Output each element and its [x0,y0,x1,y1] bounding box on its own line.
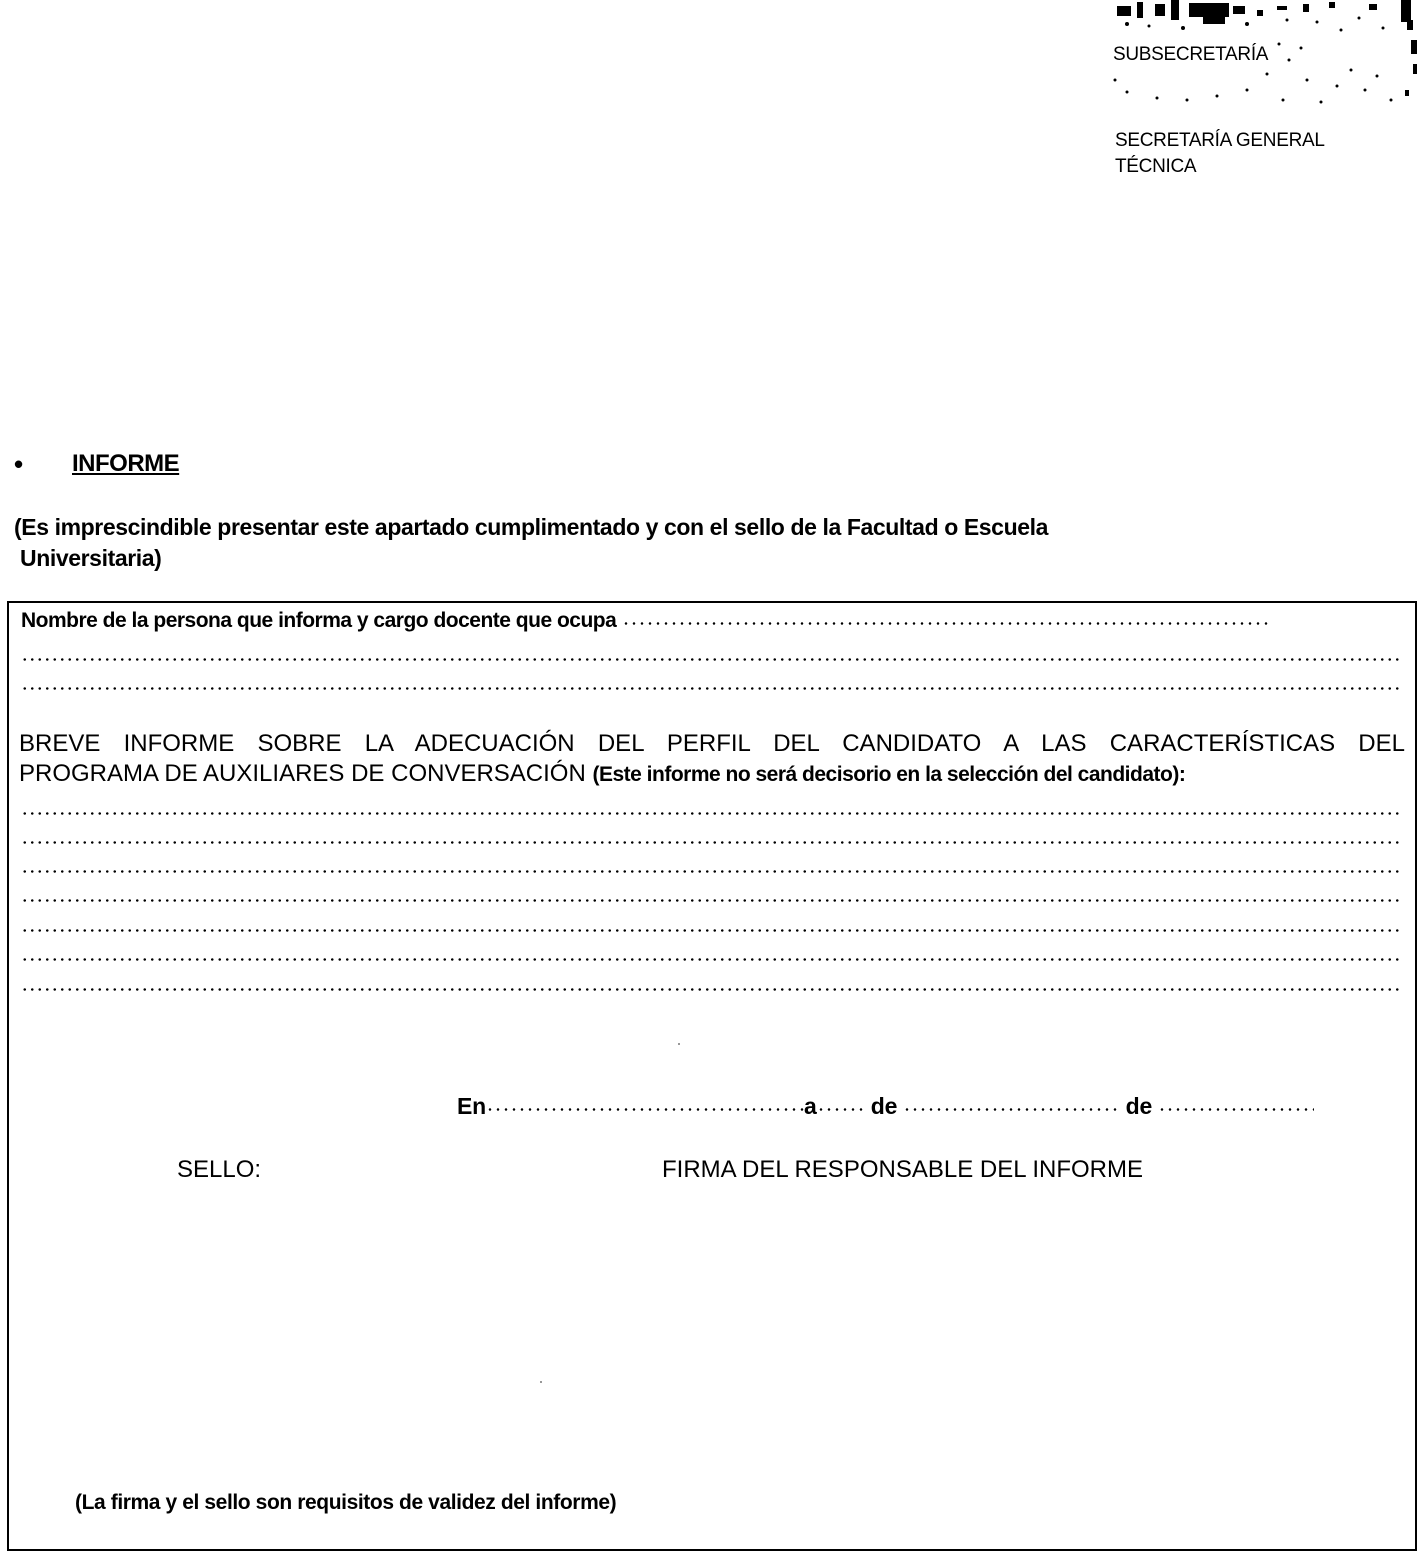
name-field-line[interactable] [21,658,1403,661]
place-leader [486,1108,804,1111]
stamp-label: SELLO: [177,1156,262,1183]
report-text-line[interactable] [21,958,1403,961]
ministry-header [1113,0,1425,190]
name-field-label: Nombre de la persona que informa y cargo docente que ocupa [21,609,617,632]
secretaria-general-line2: TÉCNICA [1115,156,1197,177]
signature-label: FIRMA DEL RESPONSABLE DEL INFORME [662,1156,1143,1183]
report-text-line[interactable] [21,929,1403,932]
section-note-line1: (Es imprescindible presentar este apartado cumplimentado y con el sello de la Facultad o Escuela [14,514,1048,540]
report-text-line[interactable] [21,870,1403,873]
month-leader [903,1108,1119,1111]
name-field-leader [622,622,1272,625]
report-text-line[interactable] [21,812,1403,815]
scan-speck [540,1381,542,1383]
brief-report-line1: BREVE INFORME SOBRE LA ADECUACIÓN DEL PERFIL DEL CANDIDATO A LAS CARACTERÍSTICAS DEL [19,730,1405,757]
name-field-line[interactable] [21,687,1403,690]
place-date-row[interactable] [457,1093,1314,1120]
scan-speck [678,1043,680,1045]
place-de2-label: de [1125,1093,1153,1119]
section-title: INFORME [72,450,180,477]
year-leader [1158,1108,1314,1111]
brief-report-line2-text: PROGRAMA DE AUXILIARES DE CONVERSACIÓN [19,760,586,787]
report-text-line[interactable] [21,841,1403,844]
report-form [7,601,1417,1551]
place-en-label: En [457,1093,486,1119]
section-note-line2: Universitaria) [20,545,162,571]
bullet-icon: • [14,449,24,479]
validity-note: (La firma y el sello son requisitos de validez del informe) [75,1491,617,1514]
brief-report-heading [19,729,1405,790]
secretaria-general-label [1115,128,1325,180]
brief-report-note: (Este informe no será decisorio en la selección del candidato): [592,763,1186,786]
day-leader [817,1108,865,1111]
report-text-line[interactable] [21,899,1403,902]
secretaria-general-line1: SECRETARÍA GENERAL [1115,130,1325,151]
brief-report-line2 [19,760,1185,787]
name-field-row[interactable] [21,609,1403,633]
subsecretaria-label: SUBSECRETARÍA [1113,44,1269,65]
place-a-label: a [804,1093,817,1119]
place-de1-label: de [870,1093,898,1119]
report-text-line[interactable] [21,988,1403,991]
section-note [14,512,1274,574]
